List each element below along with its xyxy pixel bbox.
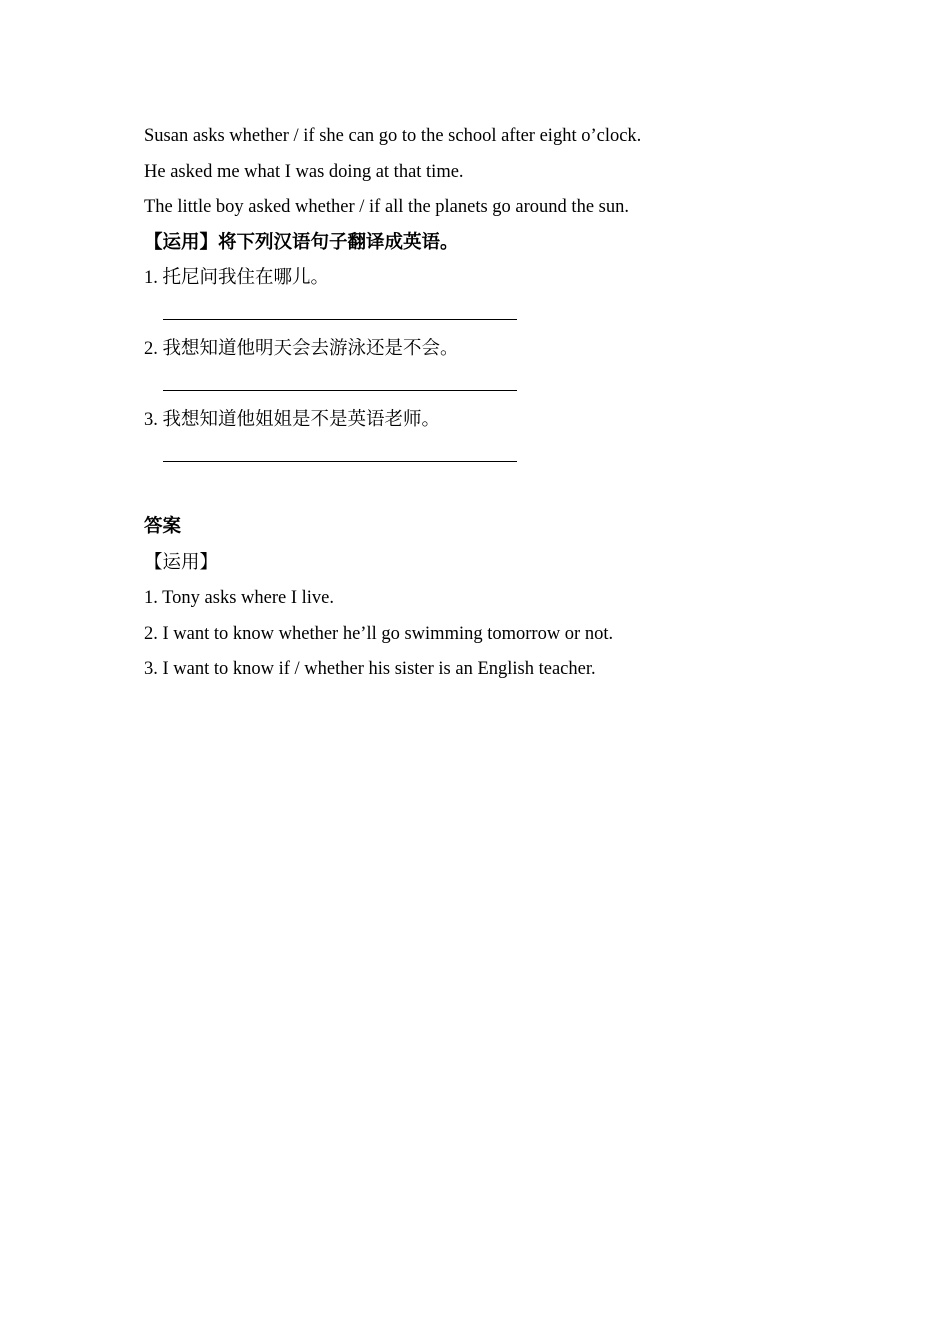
answer-blank-3 <box>144 444 824 468</box>
example-sentence-3: The little boy asked whether / if all the planets go around the sun. <box>144 197 629 217</box>
exercise-item-3: 3. 我想知道他姐姐是不是英语老师。 <box>144 410 441 430</box>
blank-line <box>163 390 517 391</box>
answer-item-3: 3. I want to know if / whether his sister is an English teacher. <box>144 659 596 679</box>
answers-section-label: 【运用】 <box>144 552 219 573</box>
section-gap <box>144 479 824 515</box>
answer-item-1: 1. Tony asks where I live. <box>144 588 335 608</box>
example-sentence-1: Susan asks whether / if she can go to the school after eight o’clock. <box>144 126 642 146</box>
answer-blank-2 <box>144 373 824 397</box>
answer-blank-1 <box>144 302 824 326</box>
exercise-item-2: 2. 我想知道他明天会去游泳还是不会。 <box>144 339 459 359</box>
document-page <box>144 124 824 693</box>
answers-title: 答案 <box>144 517 182 537</box>
exercise-item-1: 1. 托尼问我住在哪儿。 <box>144 268 330 288</box>
blank-line <box>163 319 517 320</box>
example-sentence-2: He asked me what I was doing at that time. <box>144 161 464 182</box>
answer-item-2: 2. I want to know whether he’ll go swimming tomorrow or not. <box>144 623 614 644</box>
blank-line <box>163 461 517 462</box>
exercise-heading: 【运用】将下列汉语句子翻译成英语。 <box>144 232 459 253</box>
